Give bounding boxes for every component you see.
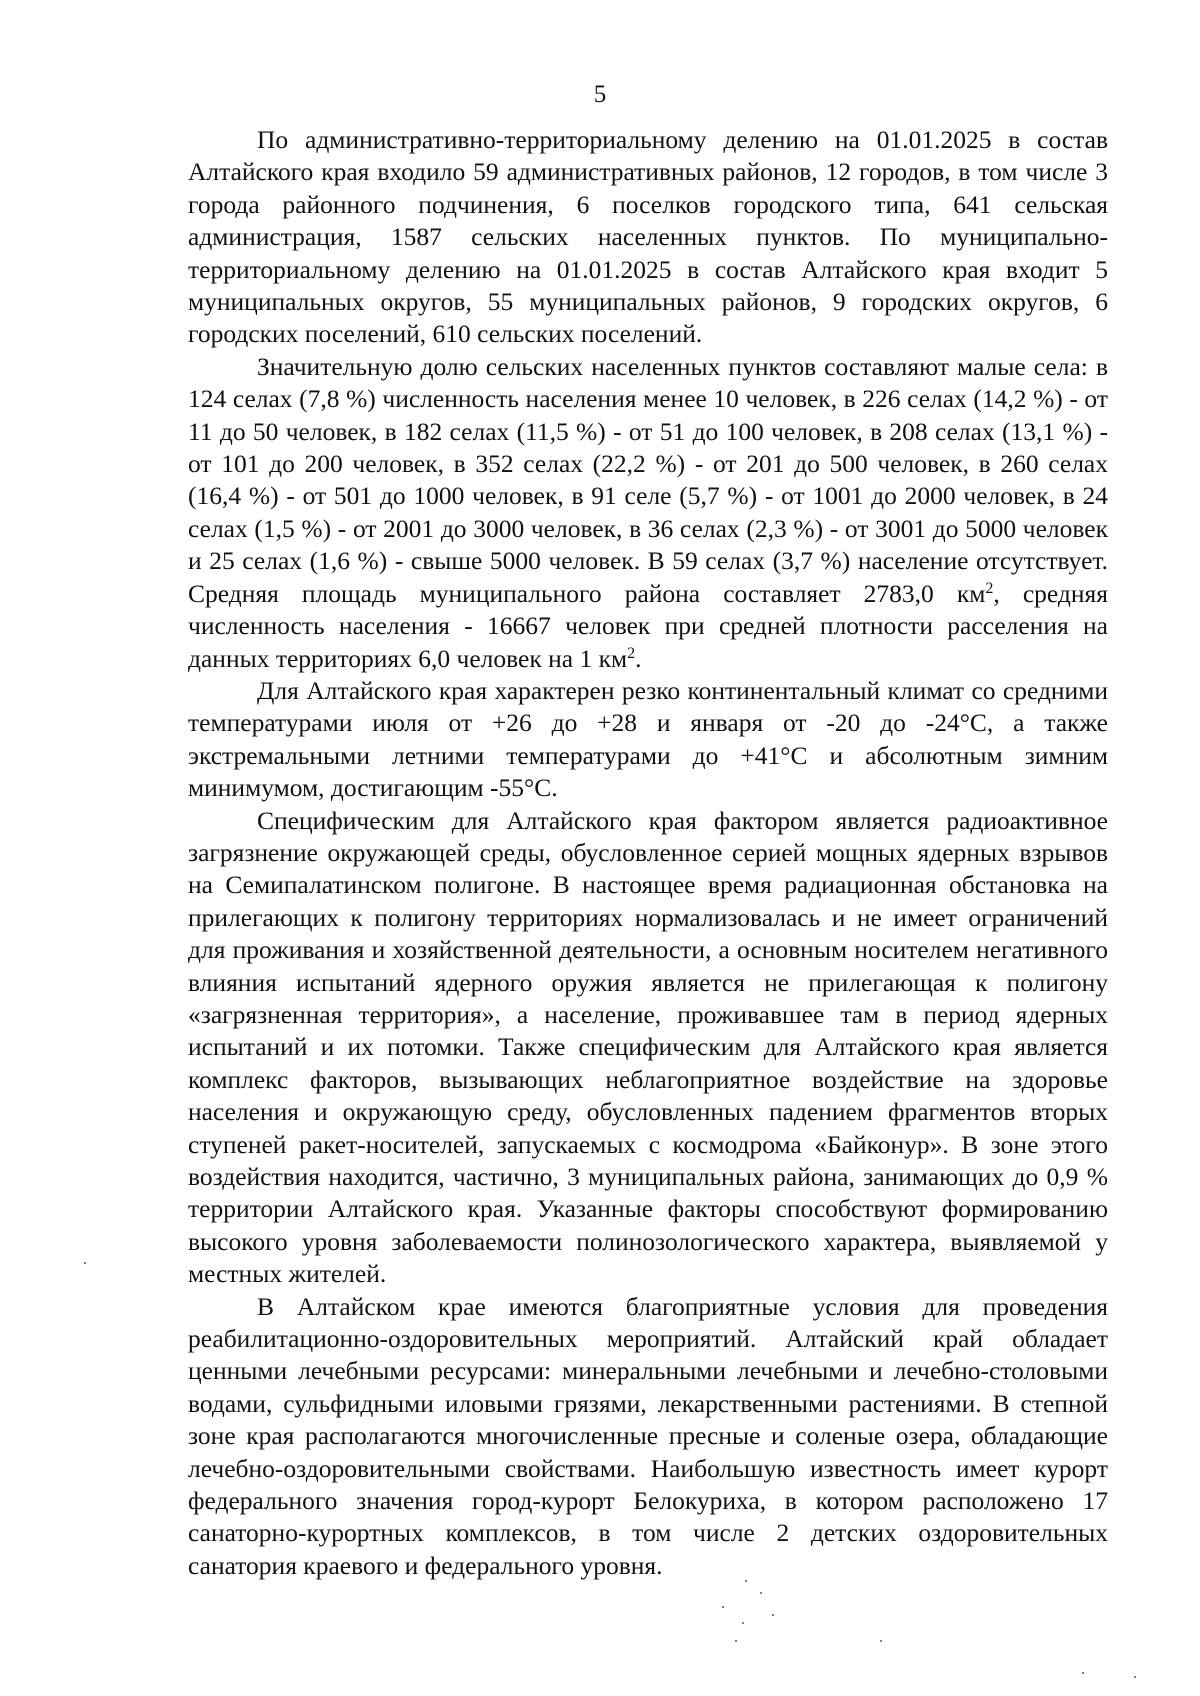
page-number: 5 <box>593 81 607 108</box>
paragraph-climate: Для Алтайского края характерен резко континентальный климат со средними температурами июля от +26 до +28 и января от -20 до -24°С, а также экстремальными летними температурами до +41°С и абсолютным зимним минимумом, достигающим -55°С. <box>188 675 1108 803</box>
scan-speck <box>735 1640 737 1642</box>
paragraph-text: . <box>635 643 642 673</box>
scan-speck <box>722 1606 724 1608</box>
paragraph-health-resources: В Алтайском крае имеются благоприятные условия для проведения реабилитационно-оздоровительных мероприятий. Алтайский край обладает ценными лечебными ресурсами: минеральными лечебными и лечебно-столовыми водами, сульфидными иловыми грязями, лекарственными растениями. В степной зоне края располагаются многочисленные пресные и соленые озера, обладающие лечебно-оздоровительными свойствами. Наибольшую известность имеет курорт федерального значения город-курорт Белокуриха, в котором расположено 17 санаторно-курортных комплексов, в том числе 2 детских оздоровительных санатория краевого и федерального уровня. <box>188 1291 1108 1580</box>
superscript: 2 <box>627 644 636 662</box>
paragraph-text: , средняя численность населения - 16667 человек при средней плотности расселения на данных территориях 6,0 человек на 1 км <box>188 578 1108 673</box>
paragraph-rural-settlements <box>188 351 1108 675</box>
paragraph-radiation-factors: Специфическим для Алтайского края фактором является радиоактивное загрязнение окружающей среды, обусловленное серией мощных ядерных взрывов на Семипалатинском полигоне. В настоящее время радиационная обстановка на прилегающих к полигону территориях нормализовалась и не имеет ограничений для проживания и хозяйственной деятельности, а основным носителем негативного влияния испытаний ядерного оружия является не прилегающая к полигону «загрязненная территория», а население, проживавшее там в период ядерных испытаний и их потомки. Также специфическим для Алтайского края является комплекс факторов, вызывающих неблагоприятное воздействие на здоровье населения и окружающую среду, обусловленных падением фрагментов вторых ступеней ракет-носителей, запускаемых с космодрома «Байконур». В зоне этого воздействия находится, частично, 3 муниципальных района, занимающих до 0,9 % территории Алтайского края. Указанные факторы способствуют формированию высокого уровня заболеваемости полинозологического характера, выявляемой у местных жителей. <box>188 805 1108 1289</box>
superscript: 2 <box>985 579 994 597</box>
scan-speck <box>84 1262 86 1264</box>
scan-speck <box>760 1592 762 1594</box>
scan-speck <box>880 1640 882 1642</box>
scan-speck <box>742 1622 744 1624</box>
scan-speck <box>772 1614 774 1616</box>
scan-speck <box>1082 1672 1084 1674</box>
scan-speck <box>1134 1676 1136 1678</box>
paragraph-text: Значительную долю сельских населенных пунктов составляют малые села: в 124 селах (7,8 %) численность населения менее 10 человек, в 226 селах (14,2 %) - от 11 до 50 человек, в 182 селах (11,5 %) - от 51 до 100 человек, в 208 селах (13,1 %) - от 101 до 200 человек, в 352 селах (22,2 %) - от 201 до 500 человек, в 260 селах (16,4 %) - от 501 до 1000 человек, в 91 селе (5,7 %) - от 1001 до 2000 человек, в 24 селах (1,5 %) - от 2001 до 3000 человек, в 36 селах (2,3 %) - от 3001 до 5000 человек и 25 селах (1,6 %) - свыше 5000 человек. В 59 селах (3,7 %) население отсутствует. Средняя площадь муниципального района составляет 2783,0 км <box>188 351 1108 608</box>
paragraph-administrative-division: По административно-территориальному делению на 01.01.2025 в состав Алтайского края входило 59 административных районов, 12 городов, в том числе 3 города районного подчинения, 6 поселков городского типа, 641 сельская администрация, 1587 сельских населенных пунктов. По муниципально-территориальному делению на 01.01.2025 в состав Алтайского края входит 5 муниципальных округов, 55 муниципальных районов, 9 городских округов, 6 городских поселений, 610 сельских поселений. <box>188 125 1108 349</box>
document-body <box>188 124 1108 1582</box>
scan-speck <box>745 1580 747 1582</box>
